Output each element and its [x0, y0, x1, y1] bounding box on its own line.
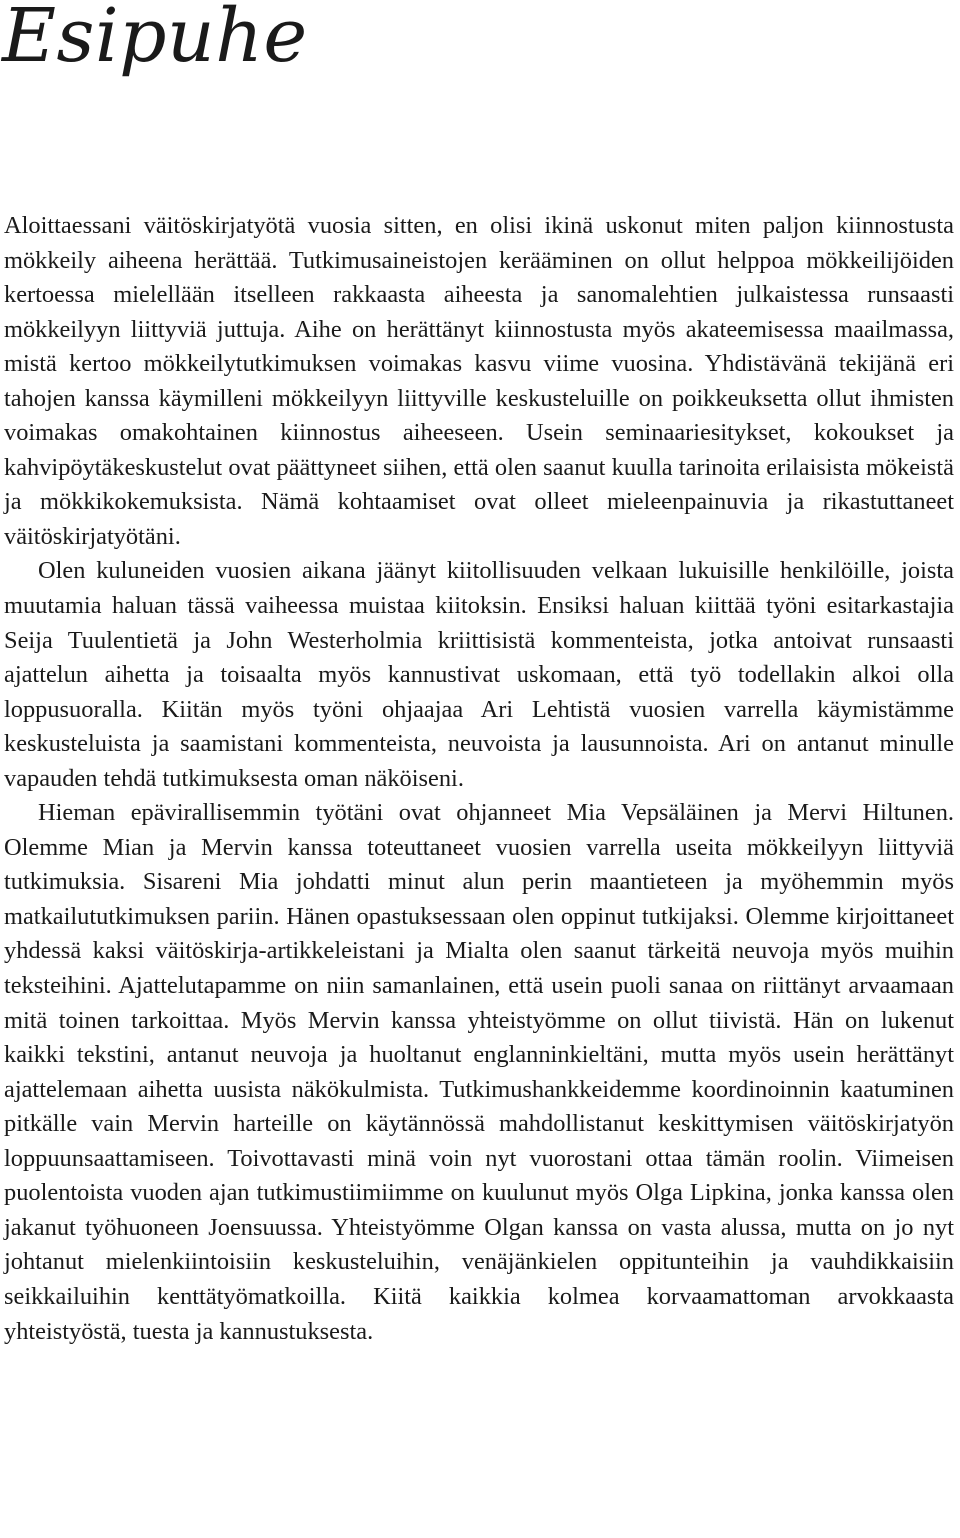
- paragraph-2: Olen kuluneiden vuosien aikana jäänyt kiitollisuuden velkaan lukuisille henkilöille, joista muutamia haluan tässä vaiheessa muistaa kiitoksin. Ensiksi haluan kiittää työni esitarkastajia Seija Tuulentietä ja John Westerholmia kriittisistä kommenteista, jotka antoivat runsaasti ajattelun aihetta ja toisaalta myös kannustivat uskomaan, että työ todellakin alkoi olla loppusuoralla. Kiitän myös työni ohjaajaa Ari Lehtistä vuosien varrella käymistämme keskusteluista ja saamistani kommenteista, neuvoista ja lausunnoista. Ari on antanut minulle vapauden tehdä tutkimuksesta oman näköiseni.: [4, 557, 954, 792]
- paragraph-1: Aloittaessani väitöskirjatyötä vuosia sitten, en olisi ikinä uskonut miten paljon kiinnostusta mökkeily aiheena herättää. Tutkimusaineistojen kerääminen on ollut helppoa mökkeilijöiden kertoessa mielellään itselleen rakkaasta aiheesta ja sanomalehtien julkaistessa runsaasti mökkeilyyn liittyviä juttuja. Aihe on herättänyt kiinnostusta myös akateemisessa maailmassa, mistä kertoo mökkeilytutkimuksen voimakas kasvu viime vuosina. Yhdistävänä tekijänä eri tahojen kanssa käymilleni mökkeilyyn liittyville keskusteluille on poikkeuksetta ollut ihmisten voimakas omakohtainen kiinnostus aiheeseen. Usein seminaariesitykset, kokoukset ja kahvipöytäkeskustelut ovat päättyneet siihen, että olen saanut kuulla tarinoita erilaisista mökeistä ja mökkikokemuksista. Nämä kohtaamiset ovat olleet mieleenpainuvia ja rikastuttaneet väitöskirjatyötäni.: [4, 212, 954, 550]
- paragraph-3: Hieman epävirallisemmin työtäni ovat ohjanneet Mia Vepsäläinen ja Mervi Hiltunen. Olemme Mian ja Mervin kanssa toteuttaneet vuosien varrella useita mökkeilyyn liittyviä tutkimuksia. Sisareni Mia johdatti minut alun perin maantieteen ja myöhemmin myös matkailututkimuksen pariin. Hänen opastuksessaan olen oppinut tutkijaksi. Olemme kirjoittaneet yhdessä kaksi väitöskirja-artikkeleistani ja Mialta olen saanut tärkeitä neuvoja myös muihin teksteihini. Ajattelutapamme on niin samanlainen, että usein puoli sanaa on riittänyt arvaamaan mitä toinen tarkoittaa. Myös Mervin kanssa yhteistyömme on ollut tiivistä. Hän on lukenut kaikki tekstini, antanut neuvoja ja huoltanut englanninkieltäni, mutta myös usein herättänyt ajattelemaan aihetta uusista näkökulmista. Tutkimushankkeidemme koordinoinnin kaatuminen pitkälle vain Mervin harteille on käytännössä mahdollistanut keskittymisen väitöskirjatyön loppuunsaattamiseen. Toivottavasti minä voin nyt vuorostani ottaa tämän roolin. Viimeisen puolentoista vuoden ajan tutkimustiimiimme on kuulunut myös Olga Lipkina, jonka kanssa olen jakanut työhuoneen Joensuussa. Yhteistyömme Olgan kanssa on vasta alussa, mutta on jo nyt johtanut mielenkiintoisiin keskusteluihin, venäjänkielen oppitunteihin ja vauhdikkaisiin seikkailuihin kenttätyömatkoilla. Kiitä kaikkia kolmea korvaamattoman arvokkaasta yhteistyöstä, tuesta ja kannustuksesta.: [4, 799, 954, 1345]
- page-title: Esipuhe: [2, 0, 308, 79]
- preface-body: [4, 209, 954, 1349]
